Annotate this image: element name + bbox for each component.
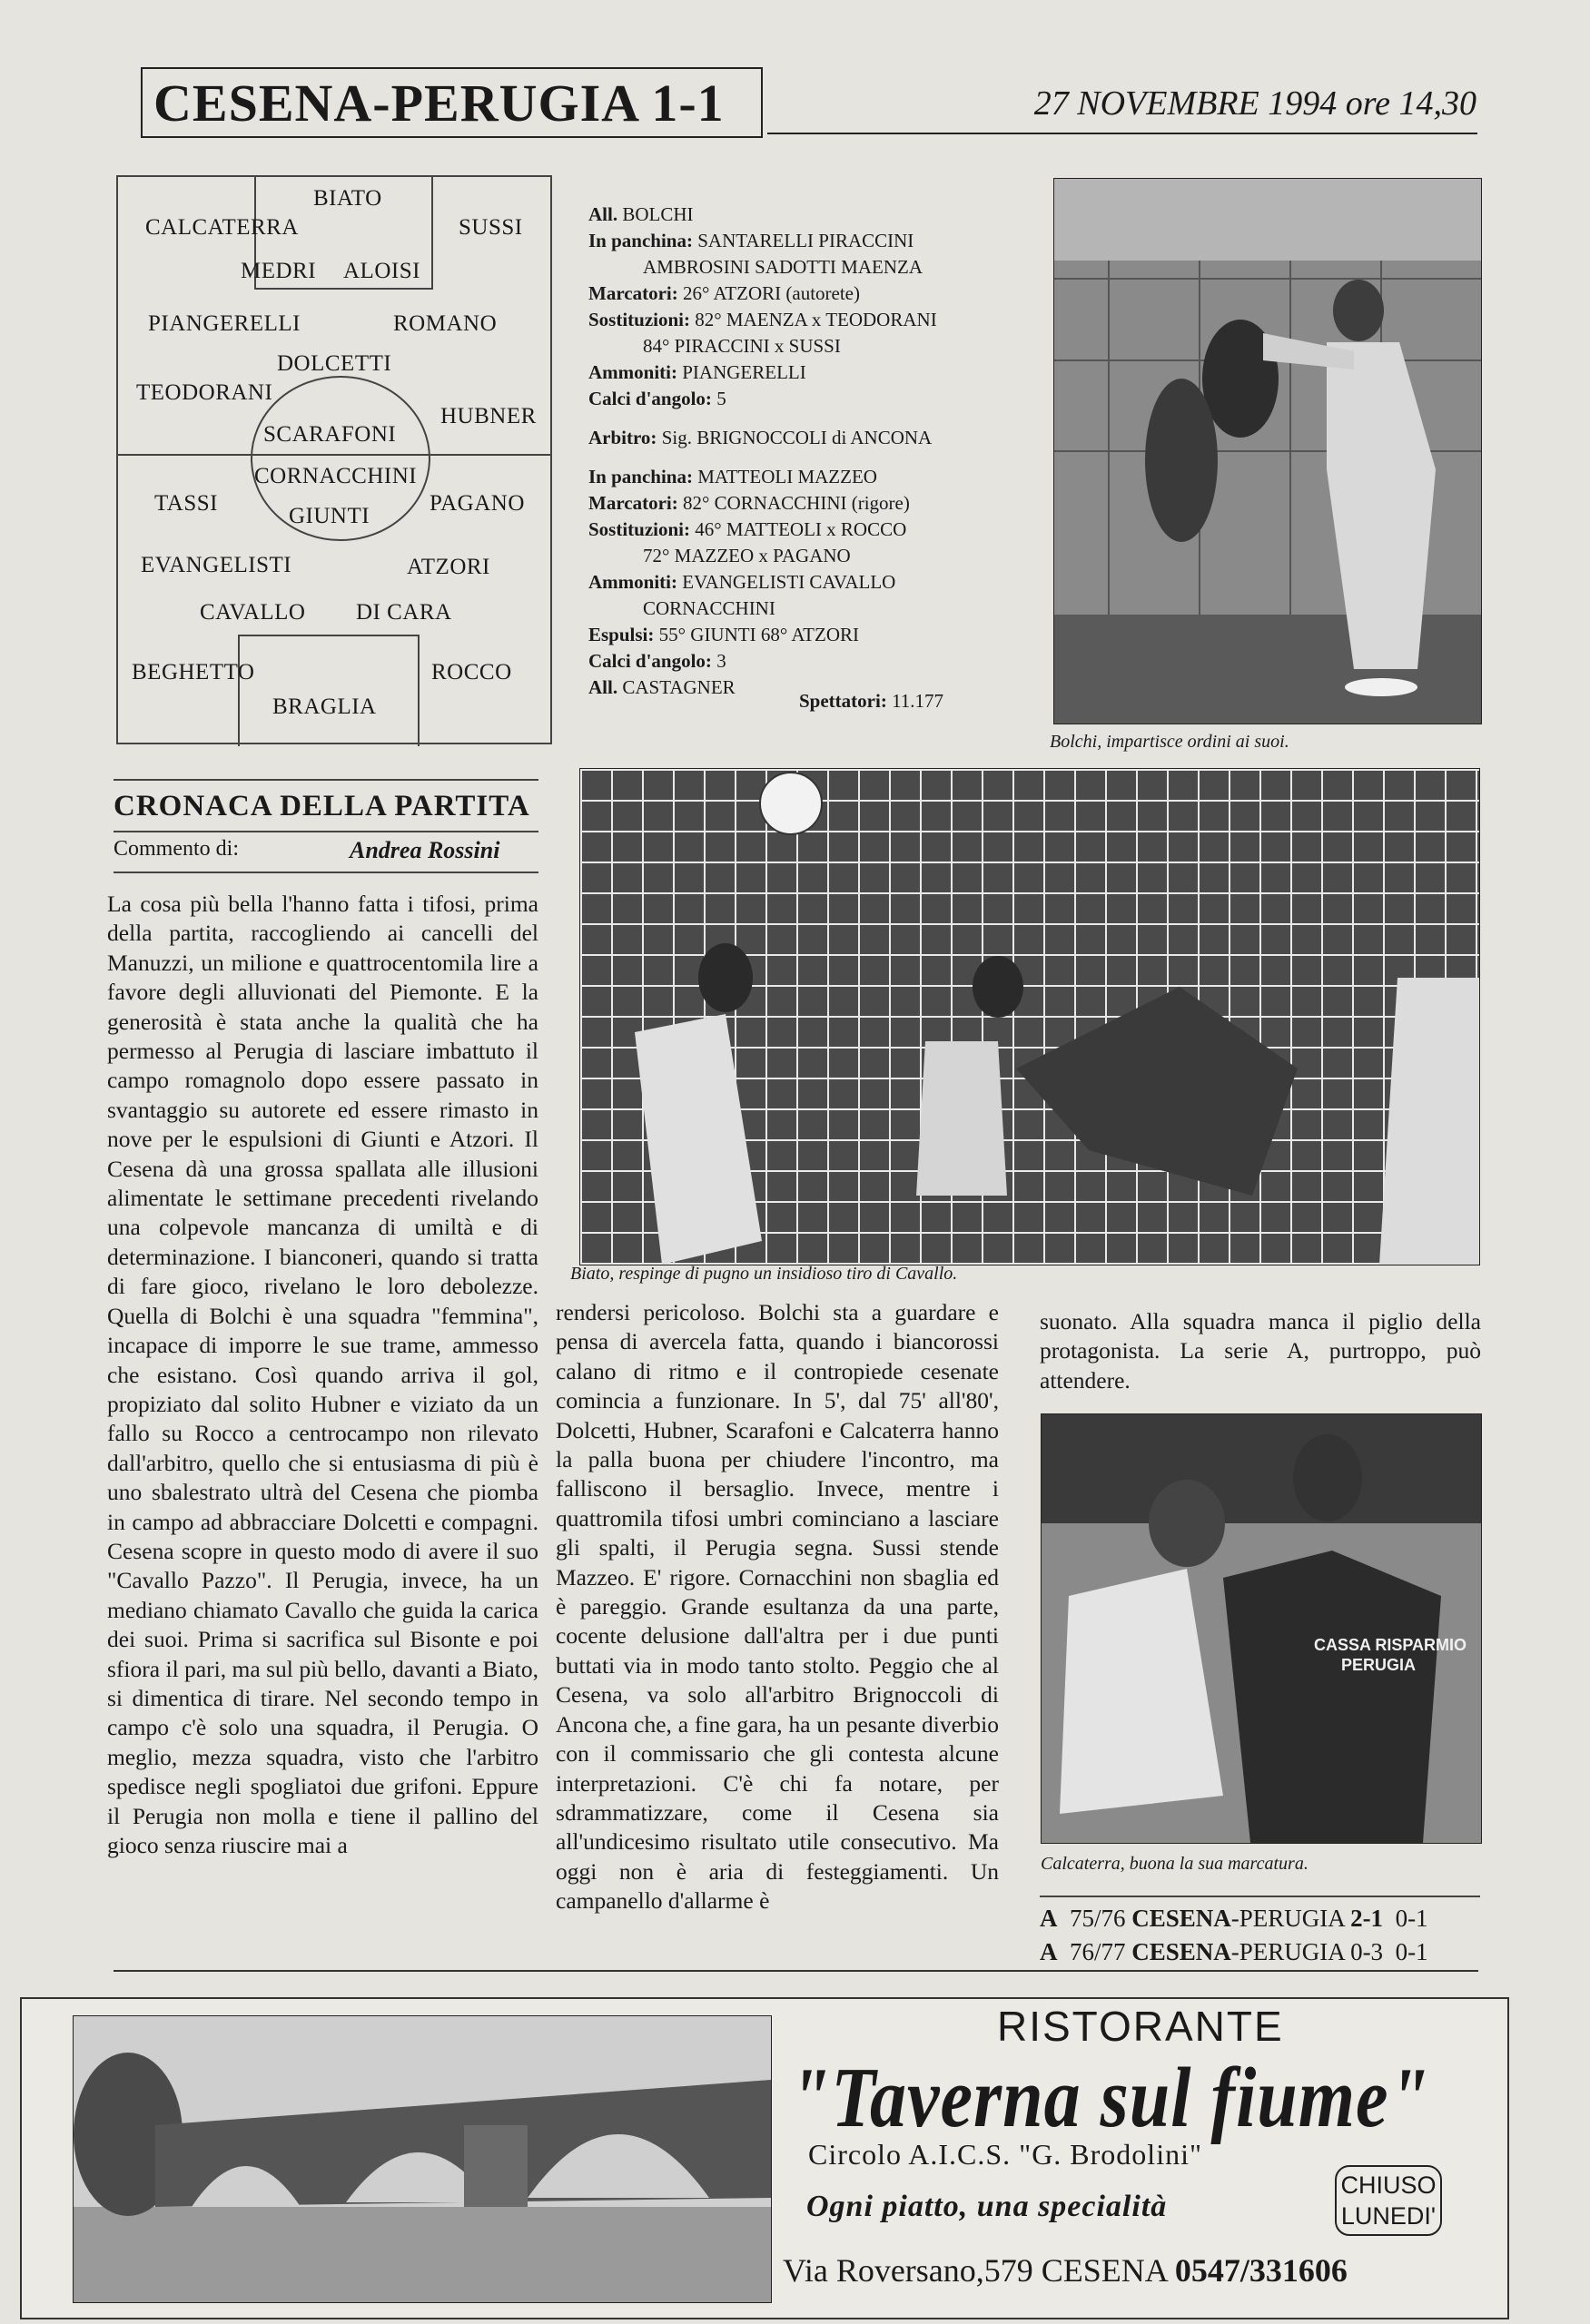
match-date: 27 NOVEMBRE 1994 ore 14,30 (1033, 84, 1476, 123)
info-row: AMBROSINI SADOTTI MAENZA (643, 256, 923, 278)
photo-calcaterra-caption: Calcaterra, buona la sua marcatura. (1041, 1854, 1309, 1874)
closed-badge: CHIUSO LUNEDI' (1335, 2165, 1442, 2236)
jersey-sponsor-text: PERUGIA (1341, 1656, 1417, 1674)
referee-line: Arbitro: Sig. BRIGNOCCOLI di ANCONA (588, 427, 933, 448)
info-row: Sostituzioni: 46° MATTEOLI x ROCCO (588, 518, 907, 540)
info-row: All. BOLCHI (588, 203, 694, 225)
info-row: Ammoniti: EVANGELISTI CAVALLO (588, 571, 896, 593)
divider (114, 1970, 1478, 1972)
ad-heading: RISTORANTE (997, 2003, 1284, 2050)
article-text: La cosa più bella l'hanno fatta i tifosi, prima della partita, raccogliendo ai cancelli del Manuzzi, un milione e quattrocentomila lire a favore degli alluvionati del Piemonte. E la generosità è stata anche la qualità che ha permesso al Perugia di lasciare imbattuto il campo romagnolo dopo essere passato in svantaggio su autorete ed essere rimasto in nove per le espulsioni di Giunti e Atzori. Il Cesena dà una grossa spallata alle illusioni alimentate le settimane precedenti rivelando una colpevole mancanza di umiltà e di determinazione. I bianconeri, quando si tratta di fare gioco, rivelano le loro debolezze. Quella di Bolchi è una squadra "femmina", incapace di imporre le sue trame, ammesso che esistano. Così quando arriva il gol, propiziato dal solito Hubner e viziato da un fallo su Rocco a centrocampo non rilevato dall'arbitro, quello che si entusiasma di più è uno sbalestrato ultrà del Cesena che piomba in campo ad abbracciare Dolcetti e compagni. Cesena scopre in questo modo di avere il suo "Cavallo Pazzo". Il Perugia, invece, ha un mediano chiamato Cavallo che guida la carica dei suoi. Prima si sacrifica sul Bisonte e poi sfiora il pari, ma sul più bello, davanti a Biato, si dimentica di tirare. Nel secondo tempo in campo c'è solo una squadra, il Perugia. O meglio, mezza squadra, visto che l'arbitro spedisce negli spogliatoi due grifoni. Eppure il Perugia non molla e tiene il pallino del gioco senza riuscire mai a (107, 891, 538, 1858)
bridge-art (74, 2016, 771, 2302)
ad-motto: Ogni piatto, una specialità (806, 2190, 1168, 2223)
photo-biato-caption: Biato, respinge di pugno un insidioso tiro di Cavallo. (570, 1264, 958, 1284)
previous-result-row: A 75/76 CESENA-PERUGIA 2-1 0-1 (1040, 1905, 1428, 1932)
player-name: ROCCO (431, 660, 512, 684)
article-text: rendersi pericoloso. Bolchi sta a guardare e pensa di avercela fatta, quando i biancorossi calano di ritmo e il contropiede cesenate comincia a funzionare. In 5', dal 75' all'80', Dolcetti, Hubner, Scarafoni e Calcaterra hanno la palla buona per chiudere l'incontro, ma falliscono il bersaglio. Invece, mentre i quattromila tifosi umbri cominciano a lasciare gli spalti, il Perugia segna. Sussi stende Mazzeo. E' rigore. Cornacchini non sbaglia ed è pareggio. Grande esultanza da una parte, cocente delusione dall'altra per i due punti buttati via in modo tanto stolto. Peggio che al Cesena, va solo all'arbitro Brignoccoli di Ancona che, a fine gara, ha un pesante diverbio con il commissario che gli contesta alcune interpretazioni. C'è chi fa notare, per sdrammatizzare, come il Cesena sia all'undicesimo risultato utile consecutivo. Ma oggi non è aria di festeggiamenti. Un campanello d'allarme è (556, 1299, 999, 1915)
player-name: EVANGELISTI (141, 553, 292, 577)
restaurant-name: "Taverna sul fiume" (790, 2051, 1430, 2146)
player-name: DI CARA (356, 600, 452, 625)
cesena-info (588, 202, 1015, 412)
info-row: Marcatori: 26° ATZORI (autorete) (588, 282, 860, 304)
info-row: Marcatori: 82° CORNACCHINI (rigore) (588, 492, 910, 514)
article-column-2 (556, 1298, 999, 1916)
jersey-sponsor-text: CASSA RISPARMIO (1314, 1636, 1467, 1654)
divider (114, 779, 538, 781)
player-name: SUSSI (459, 215, 523, 240)
info-row: Calci d'angolo: 5 (588, 388, 726, 409)
ad-circolo: Circolo A.I.C.S. "G. Brodolini" (808, 2138, 1203, 2171)
article-column-3 (1040, 1307, 1481, 1395)
perugia-info (588, 464, 1015, 701)
info-row: In panchina: SANTARELLI PIRACCINI (588, 230, 914, 251)
photo-bolchi (1053, 178, 1482, 724)
info-row: Calci d'angolo: 3 (588, 650, 726, 672)
section-title: CRONACA DELLA PARTITA (114, 790, 530, 822)
info-row: CORNACCHINI (643, 597, 775, 619)
player-name: CALCATERRA (145, 215, 299, 240)
player-name: ROMANO (393, 311, 498, 336)
article-column-1 (107, 890, 538, 1860)
player-name: MEDRI (241, 259, 317, 283)
player-name: DOLCETTI (277, 351, 392, 376)
match-info (588, 202, 1015, 701)
formation-field (116, 175, 552, 744)
player-name: PAGANO (430, 491, 525, 516)
previous-result-row: A 76/77 CESENA-PERUGIA 0-3 0-1 (1040, 1938, 1428, 1965)
photo-calcaterra-art (1042, 1414, 1481, 1843)
info-row: Sostituzioni: 82° MAENZA x TEODORANI (588, 309, 937, 330)
ad-address-line: Via Roversano,579 CESENA 0547/331606 (783, 2252, 1348, 2289)
info-row: 84° PIRACCINI x SUSSI (643, 335, 841, 357)
author-name: Andrea Rossini (350, 837, 500, 863)
player-name: CORNACCHINI (254, 464, 418, 488)
previous-results (1040, 1902, 1428, 1969)
player-name: CAVALLO (200, 600, 306, 625)
player-name: PIANGERELLI (148, 311, 301, 336)
photo-biato-art (580, 769, 1479, 1265)
player-name: BRAGLIA (272, 694, 377, 719)
player-name: ALOISI (343, 259, 420, 283)
divider (114, 872, 538, 873)
player-name: BEGHETTO (132, 660, 255, 684)
player-name: TEODORANI (136, 380, 273, 405)
photo-bolchi-art (1054, 179, 1481, 724)
bridge-illustration (73, 2015, 772, 2303)
player-name: GIUNTI (289, 504, 370, 528)
comment-label: Commento di: (114, 837, 239, 861)
info-row: 72° MAZZEO x PAGANO (643, 545, 851, 566)
player-name: SCARAFONI (263, 422, 397, 447)
info-row: Espulsi: 55° GIUNTI 68° ATZORI (588, 624, 859, 645)
player-name: HUBNER (440, 404, 537, 428)
spectators: Spettatori: 11.177 (799, 690, 944, 712)
photo-calcaterra (1041, 1413, 1482, 1844)
divider (114, 831, 538, 832)
article-text: suonato. Alla squadra manca il piglio della protagonista. La serie A, purtroppo, può attendere. (1040, 1308, 1481, 1393)
info-row: Ammoniti: PIANGERELLI (588, 361, 806, 383)
photo-bolchi-caption: Bolchi, impartisce ordini ai suoi. (1050, 732, 1289, 752)
header-rule (767, 133, 1477, 134)
photo-biato (579, 768, 1480, 1265)
player-name: TASSI (154, 491, 218, 516)
info-row: In panchina: MATTEOLI MAZZEO (588, 466, 877, 487)
info-row: All. CASTAGNER (588, 676, 736, 698)
player-name: ATZORI (407, 555, 490, 579)
player-name: BIATO (313, 186, 382, 211)
page-title: CESENA-PERUGIA 1-1 (141, 67, 763, 138)
divider (1040, 1896, 1480, 1897)
ad-phone: 0547/331606 (1174, 2252, 1348, 2289)
